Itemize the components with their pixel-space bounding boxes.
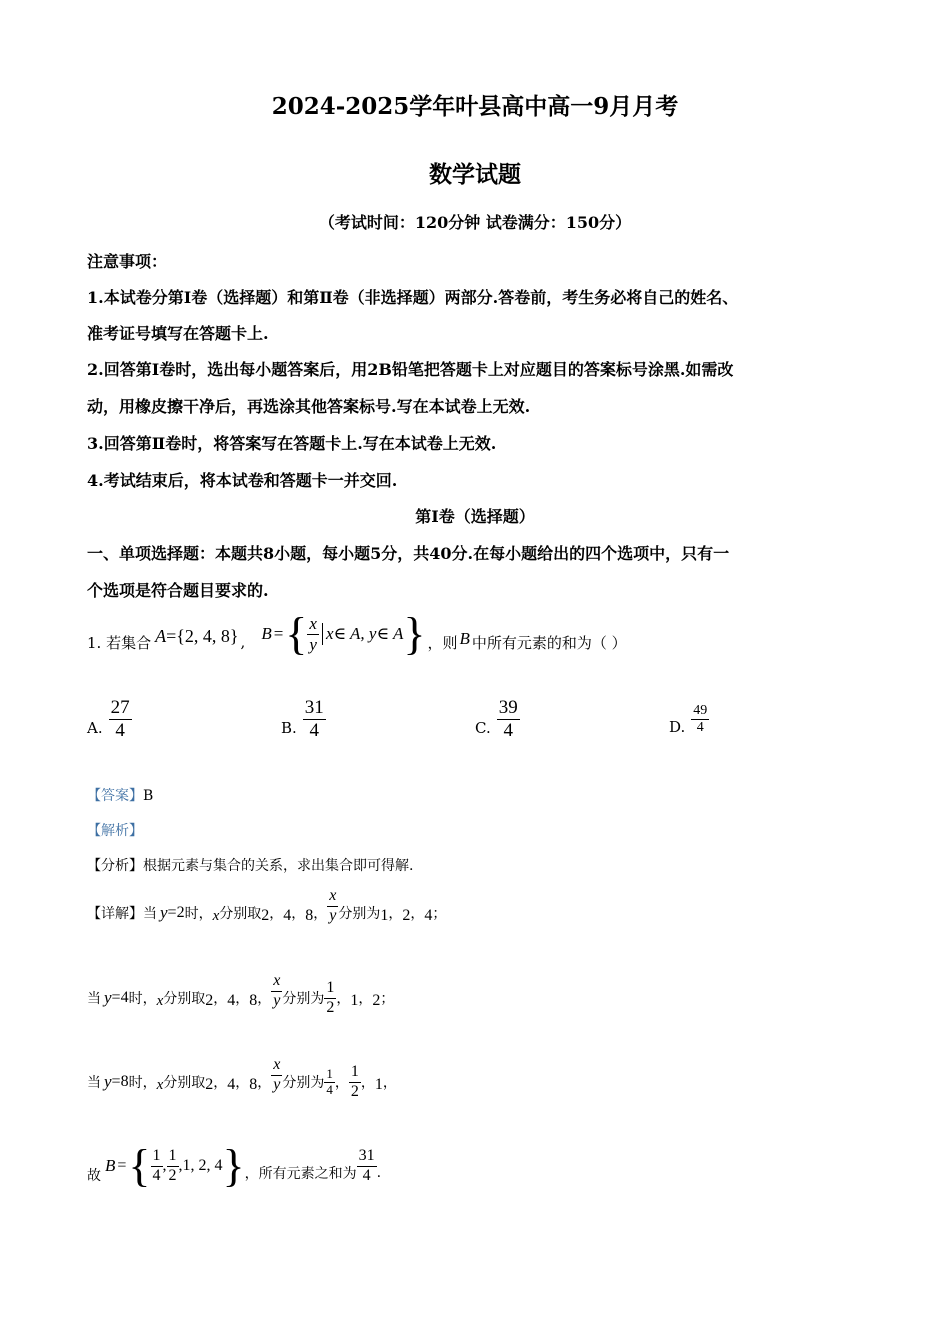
analysis-tag: 【解析】 — [87, 823, 143, 839]
option-c[interactable]: C. $\frac{39}{4}$ — [475, 697, 518, 741]
section-instruction-line-2: 个选项是符合题目要求的. — [87, 581, 269, 600]
notice-item-1-line-2: 准考证号填写在答题卡上. — [87, 324, 269, 343]
set-b-fraction: $\frac{x}{y}$ — [309, 613, 317, 654]
set-b-divider — [322, 623, 323, 645]
analysis-summary: 【分析】根据元素与集合的关系，求出集合即可得解. — [87, 858, 414, 874]
option-a[interactable]: A. $\frac{27}{4}$ — [87, 697, 130, 741]
conclusion-sum-fraction: $\frac{31}{4}$ — [358, 1147, 375, 1184]
conclusion-fraction-1: $\frac{1}{4}$ — [152, 1147, 161, 1184]
notice-item-1-line-1: 1.本试卷分第Ⅰ卷（选择题）和第Ⅱ卷（非选择题）两部分.答卷前，考生务必将自己的姓名、 — [87, 288, 739, 307]
exam-subject: 数学试题 — [429, 161, 521, 188]
option-b[interactable]: B. $\frac{31}{4}$ — [281, 697, 324, 741]
set-b-expression: B = { $\frac{x}{y}$ x∈ A, y∈ A } — [261, 608, 426, 659]
detail-row-3: 当 y =8 时， x 分别取 2 ， 4 ， 8 ， $\frac{x}{y}$ 分别为 $\frac{1}{4}$ ， $\frac{1}{2}$ ， 1 ， — [87, 1056, 397, 1100]
notice-item-3: 3.回答第Ⅱ卷时，将答案写在答题卡上.写在本试卷上无效. — [87, 434, 497, 453]
detail-row-3-fraction: $\frac{x}{y}$ — [273, 1056, 281, 1093]
detail-row-1-fraction: $\frac{x}{y}$ — [329, 887, 337, 924]
section-instruction-line-1: 一、单项选择题：本题共8小题，每小题5分，共40分.在每小题给出的四个选项中，只有一 — [87, 544, 730, 563]
detail-row-3-result-fraction-2: $\frac{1}{2}$ — [350, 1063, 359, 1100]
detail-row-2-result-fraction: $\frac{1}{2}$ — [326, 979, 335, 1016]
section-title: 第I卷（选择题） — [415, 507, 535, 526]
detail-row-2: 当 y =4 时， x 分别取 2 ， 4 ， 8 ， $\frac{x}{y}$ 分别为 $\frac{1}{2}$ ， 1 ， 2 ； — [87, 972, 395, 1016]
exam-title: 2024-2025学年叶县高中高一9月月考 — [271, 93, 679, 120]
detail-row-2-fraction: $\frac{x}{y}$ — [273, 972, 281, 1009]
exam-info: （考试时间：120分钟 试卷满分：150分） — [318, 213, 632, 232]
notice-item-4: 4.考试结束后，将本试卷和答题卡一并交回. — [87, 471, 398, 490]
option-a-fraction: $\frac{27}{4}$ — [110, 697, 130, 741]
answer-value: B — [143, 788, 154, 804]
option-d-fraction: $\frac{49}{4}$ — [693, 703, 708, 736]
conclusion-fraction-2: $\frac{1}{2}$ — [168, 1147, 177, 1184]
answer-line: 【答案】B — [87, 788, 154, 804]
notice-item-2-line-1: 2.回答第Ⅰ卷时，选出每小题答案后，用2B铅笔把答题卡上对应题目的答案标号涂黑.如需改 — [87, 360, 734, 379]
option-b-fraction: $\frac{31}{4}$ — [304, 697, 324, 741]
option-d[interactable]: D. $\frac{49}{4}$ — [669, 703, 708, 736]
notice-heading: 注意事项： — [87, 252, 168, 271]
detail-row-1: 【详解】当 y =2 时， x 分别取 2 ， 4 ， 8 ， $\frac{x}{y}$ 分别为 1 ， 2 ， 4 ； — [87, 887, 447, 924]
notice-item-2-line-2: 动，用橡皮擦干净后，再选涂其他答案标号.写在本试卷上无效. — [87, 397, 531, 416]
question-1-prefix: 1. 若集合 — [87, 633, 152, 652]
set-a-expression: A ={2, 4, 8} — [155, 625, 239, 646]
detail-row-3-result-fraction-1: $\frac{1}{4}$ — [326, 1065, 333, 1097]
option-c-fraction: $\frac{39}{4}$ — [498, 697, 518, 741]
detail-conclusion: 故 B = { $\frac{1}{4}$ , $\frac{1}{2}$ ,1, 2, 4 } ，所有元素之和为 $\frac{31}{4}$ . — [87, 1140, 382, 1191]
question-1: 1. 若集合 A ={2, 4, 8} , B = { $\frac{x}{y}$ x∈ A, y∈ A } ，则 B 中所有元素的和为（ ） — [87, 608, 627, 659]
